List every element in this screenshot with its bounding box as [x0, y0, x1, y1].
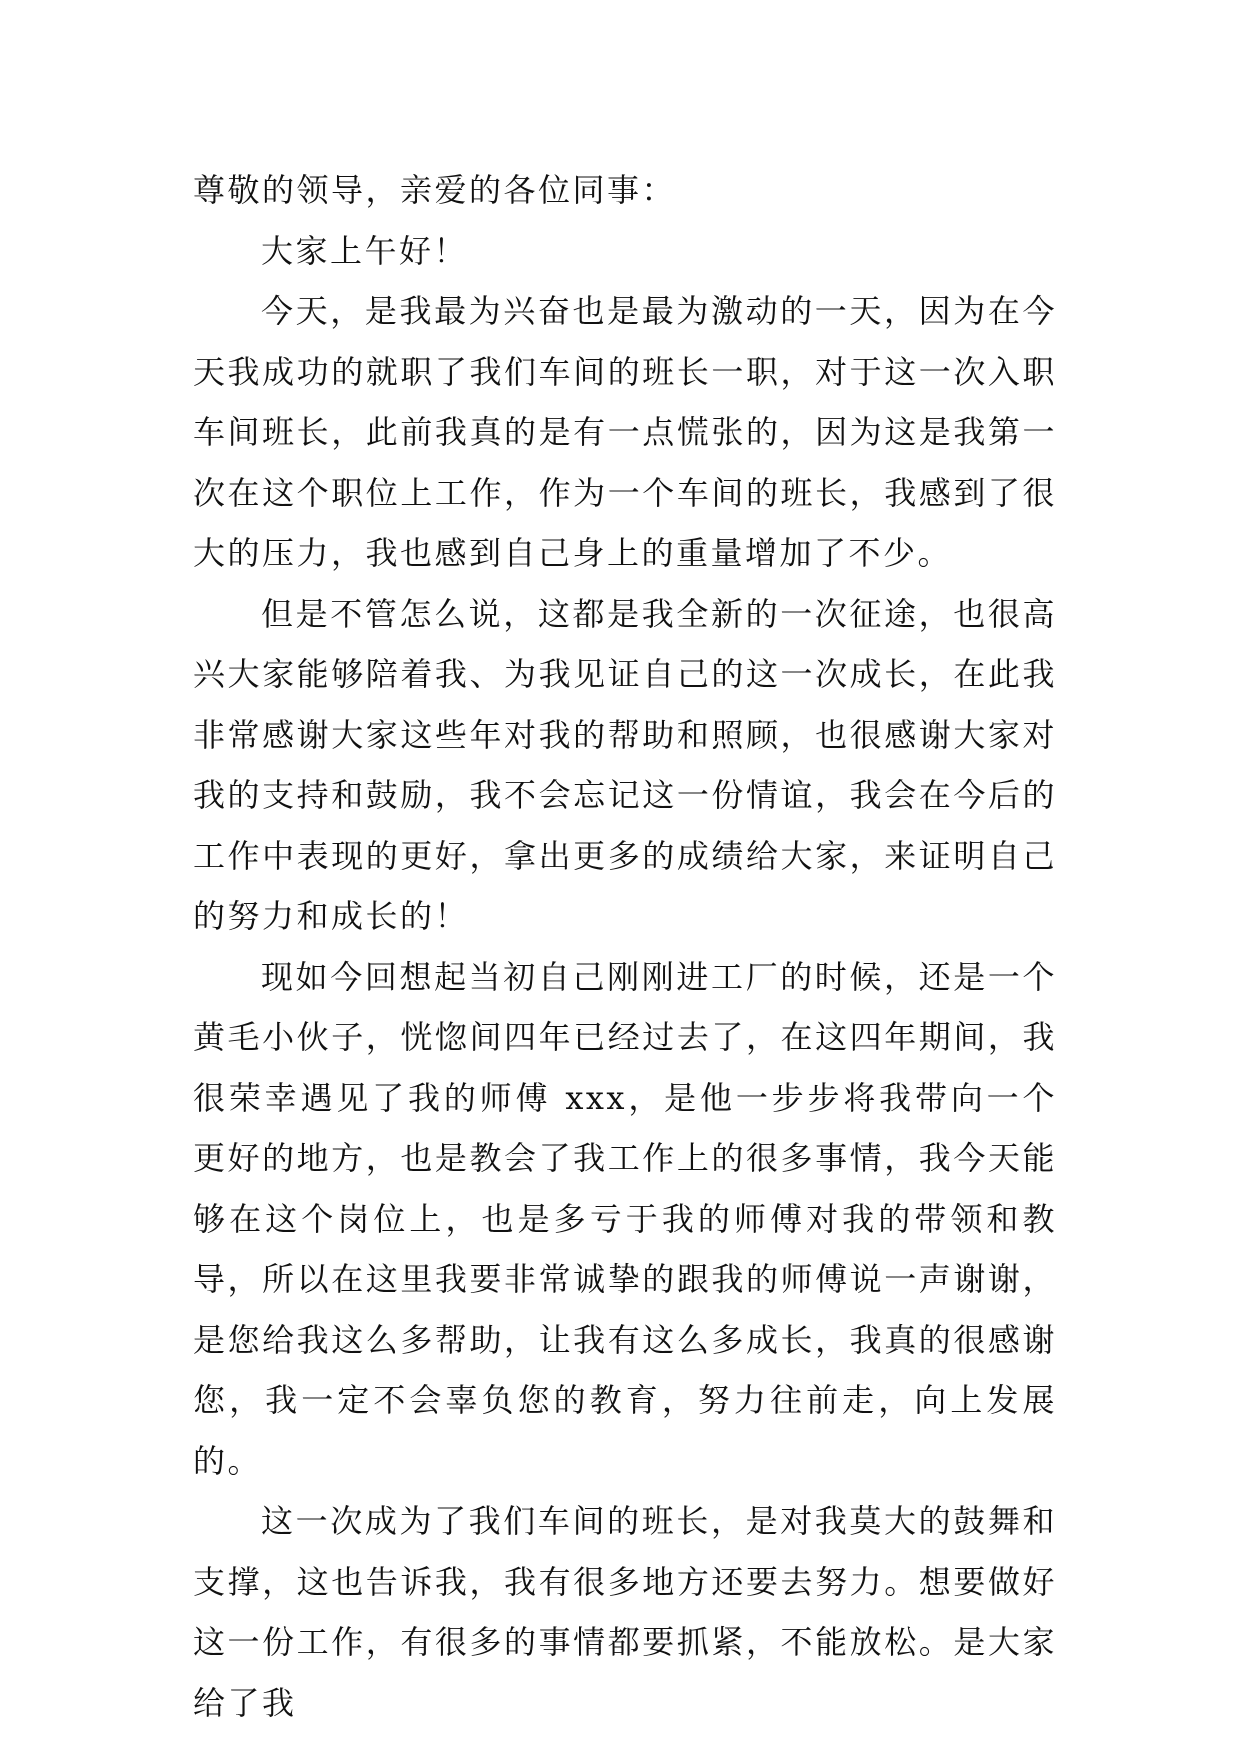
paragraph: 今天，是我最为兴奋也是最为激动的一天，因为在今天我成功的就职了我们车间的班长一职，对于这一次入职车间班长，此前我真的是有一点慌张的，因为这是我第一次在这个职位上工作，作为一个车间的班长，我感到了很大的压力，我也感到自己身上的重量增加了不少。	[193, 292, 1057, 572]
paragraph: 但是不管怎么说，这都是我全新的一次征途，也很高兴大家能够陪着我、为我见证自己的这一次成长，在此我非常感谢大家这些年对我的帮助和照顾，也很感谢大家对我的支持和鼓励，我不会忘记这一份情谊，我会在今后的工作中表现的更好，拿出更多的成绩给大家，来证明自己的努力和成长的！	[193, 594, 1057, 935]
document-body	[193, 160, 1057, 1733]
greeting: 大家上午好！	[261, 231, 469, 270]
paragraph: 现如今回想起当初自己刚刚进工厂的时候，还是一个黄毛小伙子，恍惚间四年已经过去了，在这四年期间，我很荣幸遇见了我的师傅 xxx，是他一步步将我带向一个更好的地方，也是教会了我工作上的很多事情，我今天能够在这个岗位上，也是多亏于我的师傅对我的带领和教导，所以在这里我要非常诚挚的跟我的师傅说一声谢谢，是您给我这么多帮助，让我有这么多成长，我真的很感谢您，我一定不会辜负您的教育，努力往前走，向上发展的。	[193, 957, 1057, 1480]
salutation: 尊敬的领导，亲爱的各位同事：	[193, 171, 677, 209]
paragraph: 这一次成为了我们车间的班长，是对我莫大的鼓舞和支撑，这也告诉我，我有很多地方还要去努力。想要做好这一份工作，有很多的事情都要抓紧，不能放松。是大家给了我	[193, 1502, 1057, 1722]
